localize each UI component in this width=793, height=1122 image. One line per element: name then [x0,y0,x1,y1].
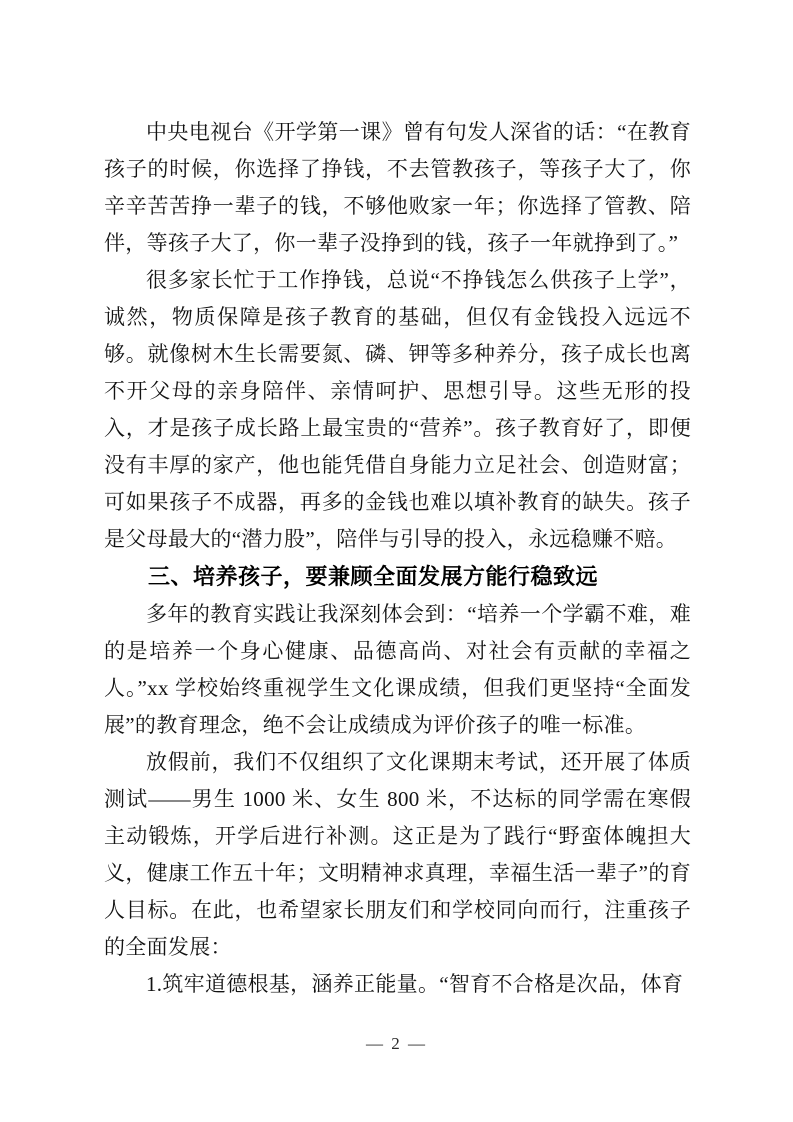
document-body [104,114,691,1003]
paragraph: 中央电视台《开学第一课》曾有句发人深省的话：“在教育孩子的时候，你选择了挣钱，不去管教孩子，等孩子大了，你辛辛苦苦挣一辈子的钱，不够他败家一年；你选择了管教、陪伴，等孩子大了，你一辈子没挣到的钱，孩子一年就挣到了。” [104,120,691,255]
paragraph: 1.筑牢道德根基，涵养正能量。“智育不合格是次品，体育 [146,972,684,996]
paragraph: 多年的教育实践让我深刻体会到：“培养一个学霸不难，难的是培养一个身心健康、品德高尚、对社会有贡献的幸福之人。”xx 学校始终重视学生文化课成绩，但我们更坚持“全面发展”的教育理念，绝不会让成绩成为评价孩子的唯一标准。 [104,602,691,737]
paragraph: 放假前，我们不仅组织了文化课期末考试，还开展了体质测试——男生 1000 米、女生 800 米，不达标的同学需在寒假主动锻炼，开学后进行补测。这正是为了践行“野蛮体魄担大义，健康工作五十年；文明精神求真理，幸福生活一辈子”的育人目标。在此，也希望家长朋友们和学校同向而行，注重孩子的全面发展： [104,750,691,959]
page-footer [0,1034,793,1054]
section-heading: 三、培养孩子，要兼顾全面发展方能行稳致远 [148,564,599,589]
paragraph: 很多家长忙于工作挣钱，总说“不挣钱怎么供孩子上学”，诚然，物质保障是孩子教育的基础，但仅有金钱投入远远不够。就像树木生长需要氮、磷、钾等多种养分，孩子成长也离不开父母的亲身陪伴、亲情呵护、思想引导。这些无形的投入，才是孩子成长路上最宝贵的“营养”。孩子教育好了，即便没有丰厚的家产，他也能凭借自身能力立足社会、创造财富；可如果孩子不成器，再多的金钱也难以填补教育的缺失。孩子是父母最大的“潜力股”，陪伴与引导的投入，永远稳赚不赔。 [104,268,691,551]
page-number: — 2 — [366,1034,427,1053]
